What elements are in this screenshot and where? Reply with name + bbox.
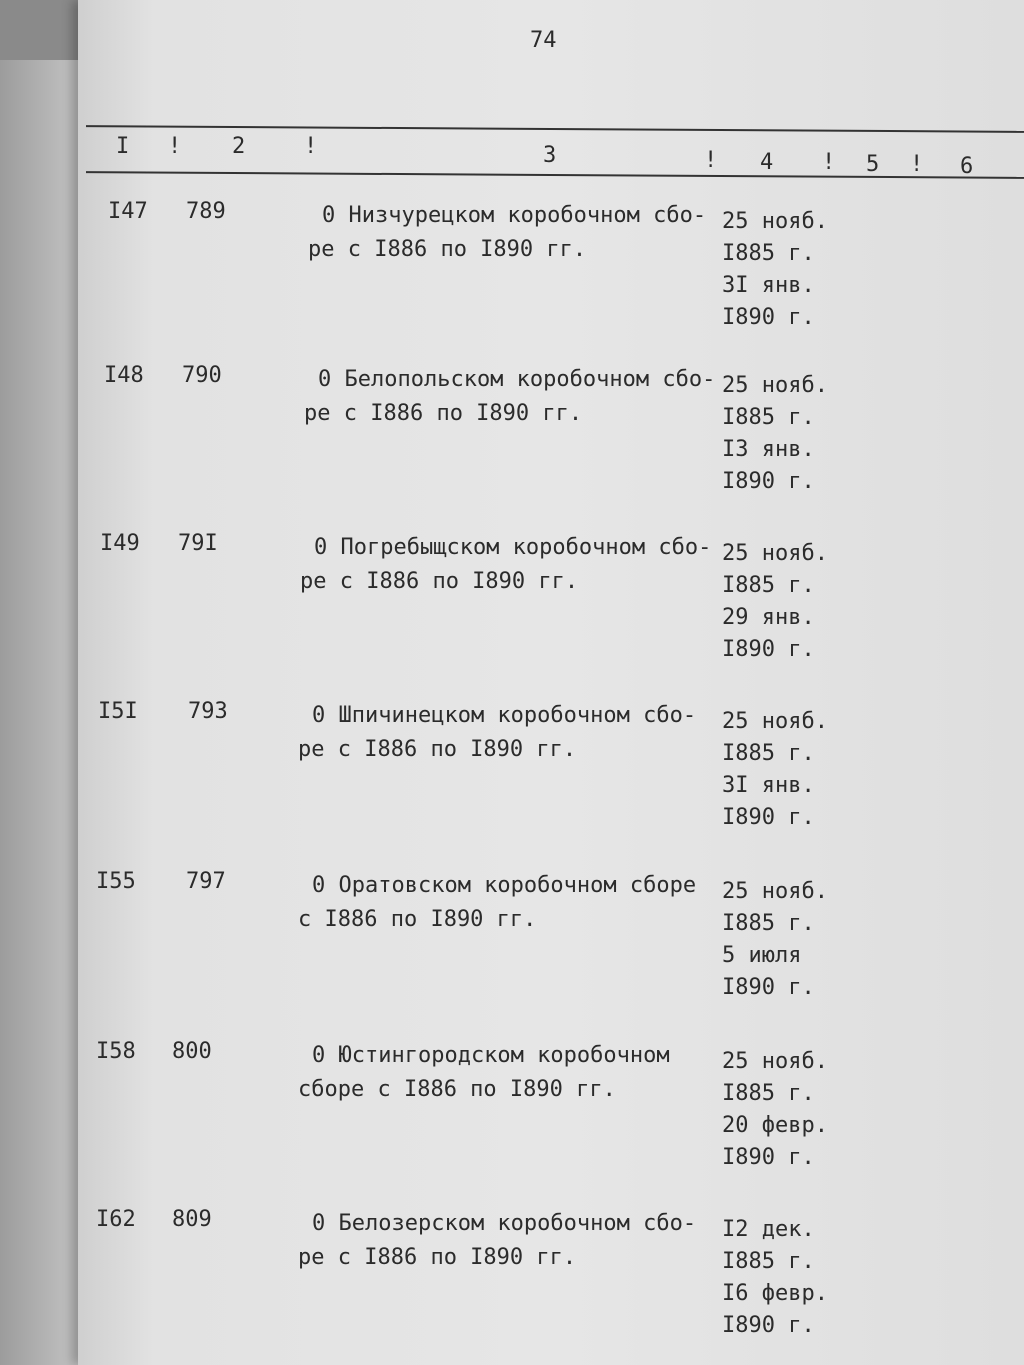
column-header: 4 xyxy=(760,150,774,175)
record-title-line: ре с I886 по I890 гг. xyxy=(298,737,577,762)
page-number: 74 xyxy=(530,28,557,53)
record-number: I58 xyxy=(96,1039,136,1064)
record-date-line: 25 нояб. xyxy=(722,541,828,566)
record-code: 800 xyxy=(172,1039,212,1064)
record-title-line: с I886 по I890 гг. xyxy=(298,907,537,932)
record-date-line: I885 г. xyxy=(722,405,815,430)
record-date-line: 20 февр. xyxy=(722,1113,828,1138)
record-date-line: I885 г. xyxy=(722,1081,815,1106)
record-date-line: 29 янв. xyxy=(722,605,815,630)
record-date-line: 25 нояб. xyxy=(722,373,828,398)
record-title-line: сборе с I886 по I890 гг. xyxy=(298,1077,616,1102)
record-code: 809 xyxy=(172,1207,212,1232)
record-number: I48 xyxy=(104,363,144,388)
record-date-line: I890 г. xyxy=(722,305,815,330)
record-code: 797 xyxy=(186,869,226,894)
record-title-line: 0 Погребыщском коробочном сбо- xyxy=(314,535,712,560)
record-code: 793 xyxy=(188,699,228,724)
column-header: I xyxy=(116,134,130,159)
record-date-line: 25 нояб. xyxy=(722,709,828,734)
column-header: ! xyxy=(304,134,318,159)
record-code: 79I xyxy=(178,531,218,556)
record-date-line: I890 г. xyxy=(722,469,815,494)
record-date-line: 3I янв. xyxy=(722,773,815,798)
record-code: 790 xyxy=(182,363,222,388)
record-date-line: 25 нояб. xyxy=(722,1049,828,1074)
record-date-line: I885 г. xyxy=(722,741,815,766)
record-date-line: 5 июля xyxy=(722,943,802,968)
column-header: ! xyxy=(168,134,182,159)
column-header: 3 xyxy=(543,143,557,168)
column-header: ! xyxy=(822,150,836,175)
record-date-line: I890 г. xyxy=(722,1145,815,1170)
record-title-line: 0 Юстингородском коробочном xyxy=(312,1043,670,1068)
record-title-line: 0 Белопольском коробочном сбо- xyxy=(318,367,716,392)
record-number: I47 xyxy=(108,199,148,224)
record-date-line: 25 нояб. xyxy=(722,879,828,904)
record-date-line: I6 февр. xyxy=(722,1281,828,1306)
record-date-line: I885 г. xyxy=(722,911,815,936)
record-date-line: 3I янв. xyxy=(722,273,815,298)
record-date-line: 25 нояб. xyxy=(722,209,828,234)
record-number: I62 xyxy=(96,1207,136,1232)
record-code: 789 xyxy=(186,199,226,224)
record-date-line: I890 г. xyxy=(722,805,815,830)
record-title-line: 0 Шпичинецком коробочном сбо- xyxy=(312,703,697,728)
record-date-line: I2 дек. xyxy=(722,1217,815,1242)
column-header: 5 xyxy=(866,152,880,177)
column-header: ! xyxy=(704,148,718,173)
record-number: I49 xyxy=(100,531,140,556)
record-date-line: I890 г. xyxy=(722,1313,815,1338)
record-date-line: I885 г. xyxy=(722,573,815,598)
record-date-line: I885 г. xyxy=(722,241,815,266)
record-date-line: I890 г. xyxy=(722,975,815,1000)
record-date-line: I3 янв. xyxy=(722,437,815,462)
column-header: 6 xyxy=(960,154,974,179)
record-number: I55 xyxy=(96,869,136,894)
column-header: 2 xyxy=(232,134,246,159)
record-title-line: 0 Оратовском коробочном сборе xyxy=(312,873,697,898)
record-title-line: ре с I886 по I890 гг. xyxy=(308,237,587,262)
record-title-line: 0 Белозерском коробочном сбо- xyxy=(312,1211,697,1236)
record-number: I5I xyxy=(98,699,138,724)
record-date-line: I890 г. xyxy=(722,637,815,662)
record-title-line: ре с I886 по I890 гг. xyxy=(298,1245,577,1270)
record-title-line: 0 Низчурецком коробочном сбо- xyxy=(322,203,707,228)
record-title-line: ре с I886 по I890 гг. xyxy=(300,569,579,594)
record-title-line: ре с I886 по I890 гг. xyxy=(304,401,583,426)
column-header: ! xyxy=(910,152,924,177)
record-date-line: I885 г. xyxy=(722,1249,815,1274)
